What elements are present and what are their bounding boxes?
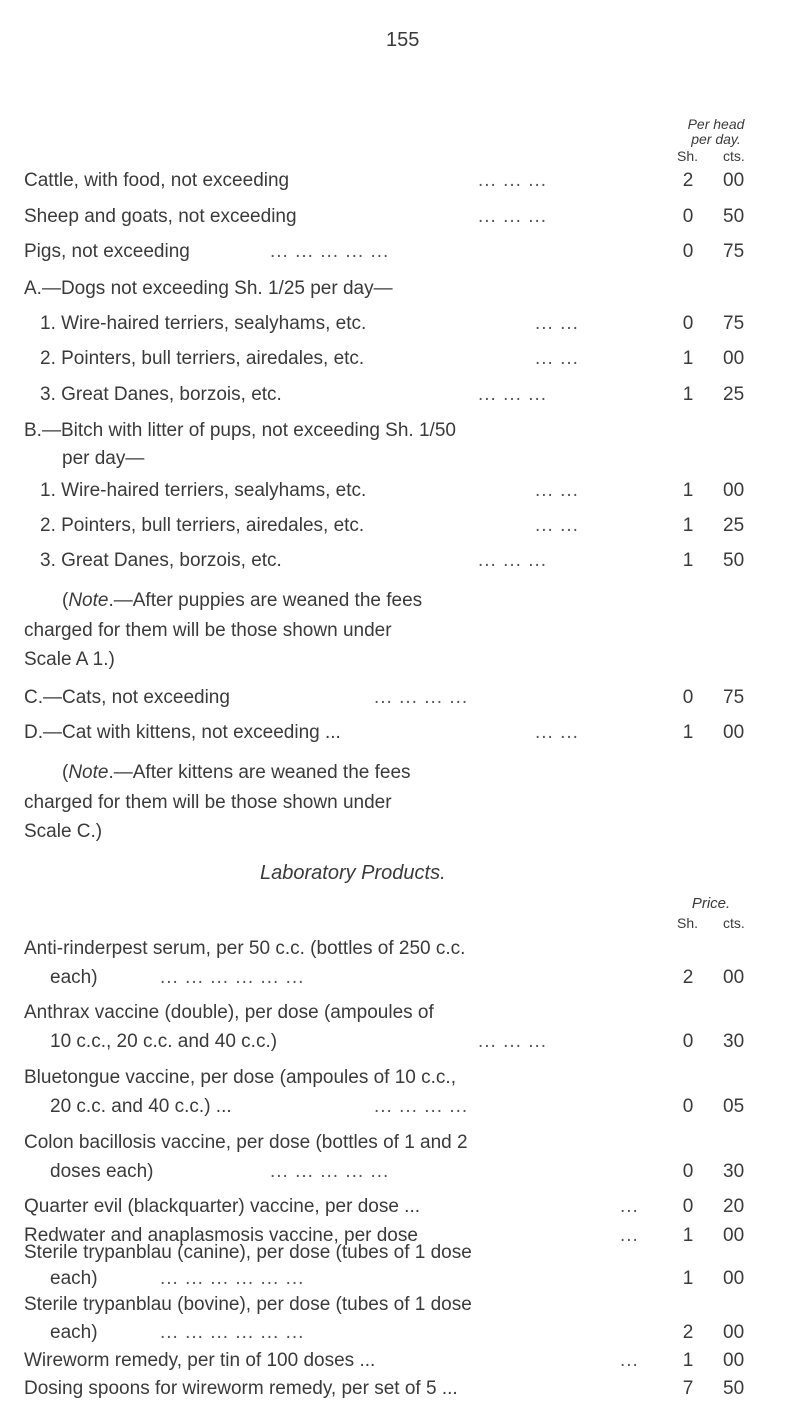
note-puppies-line1: (Note.—After puppies are weaned the fees — [62, 590, 423, 611]
product-name-cont: each) — [50, 1322, 98, 1343]
product-name: Wireworm remedy, per tin of 100 doses ... — [24, 1350, 376, 1371]
price-sh: 1 — [682, 1225, 694, 1246]
price-sh: 1 — [682, 1268, 694, 1289]
rate-sh: 1 — [682, 550, 694, 571]
product-name: Anti-rinderpest serum, per 50 c.c. (bottles of 250 c.c. — [24, 938, 466, 959]
leader-dots: ... ... ... — [478, 1031, 548, 1052]
price-sh: 0 — [682, 1096, 694, 1117]
leader-dots: ... ... ... — [478, 206, 548, 227]
price-sh: 0 — [682, 1031, 694, 1052]
rate-sh: 1 — [682, 348, 694, 369]
rate-cts: 00 — [723, 348, 745, 369]
leader-dots: ... ... — [535, 515, 579, 536]
leader-dots: ... — [620, 1196, 639, 1217]
price-sh: 0 — [682, 1196, 694, 1217]
note-kittens-line3: Scale C.) — [24, 821, 103, 842]
product-name: Colon bacillosis vaccine, per dose (bottles of 1 and 2 — [24, 1132, 468, 1153]
rate-cts: 25 — [723, 384, 745, 405]
rate-sh: 1 — [682, 384, 694, 405]
rate-cts: 50 — [723, 550, 745, 571]
rate-label: 2. Pointers, bull terriers, airedales, etc. — [40, 515, 365, 536]
leader-dots: ... ... ... — [478, 170, 548, 191]
rate-label: 3. Great Danes, borzois, etc. — [40, 550, 282, 571]
rates-header-sh: Sh. — [677, 148, 699, 164]
price-cts: 00 — [723, 1225, 745, 1246]
price-header-line1: Price. — [691, 895, 731, 912]
price-sh: 2 — [682, 1322, 694, 1343]
price-header-sh: Sh. — [677, 915, 699, 931]
note-puppies-line3: Scale A 1.) — [24, 649, 115, 670]
leader-dots: ... — [620, 1225, 639, 1246]
product-name: Sterile trypanblau (bovine), per dose (tubes of 1 dose — [24, 1294, 472, 1315]
leader-dots: ... ... — [535, 348, 579, 369]
product-name: Redwater and anaplasmosis vaccine, per dose — [24, 1225, 418, 1246]
price-sh: 2 — [682, 967, 694, 988]
page-number: 155 — [386, 29, 420, 51]
rate-cts: 00 — [723, 480, 745, 501]
price-cts: 00 — [723, 1350, 745, 1371]
product-name-cont: doses each) — [50, 1161, 154, 1182]
price-cts: 30 — [723, 1031, 745, 1052]
product-name: Dosing spoons for wireworm remedy, per set of 5 ... — [24, 1378, 458, 1399]
rate-sh: 1 — [682, 722, 694, 743]
rate-sh: 0 — [682, 241, 694, 262]
price-header-cts: cts. — [723, 915, 745, 931]
leader-dots: ... ... ... ... ... ... — [160, 1268, 305, 1289]
rate-label: 1. Wire-haired terriers, sealyhams, etc. — [40, 313, 367, 334]
product-name: Bluetongue vaccine, per dose (ampoules of 10 c.c., — [24, 1067, 456, 1088]
product-name-cont: each) — [50, 1268, 98, 1289]
price-cts: 00 — [723, 967, 745, 988]
rate-section-heading: A.—Dogs not exceeding Sh. 1/25 per day— — [24, 278, 393, 299]
rate-label: Pigs, not exceeding — [24, 241, 190, 262]
leader-dots: ... ... ... — [478, 550, 548, 571]
note-text: .—After puppies are weaned the fees — [108, 590, 423, 611]
rate-label: 2. Pointers, bull terriers, airedales, etc. — [40, 348, 365, 369]
rate-label: Cattle, with food, not exceeding — [24, 170, 290, 191]
rate-section-heading-cont: per day— — [62, 448, 145, 469]
product-name-cont: 20 c.c. and 40 c.c.) ... — [50, 1096, 232, 1117]
rate-sh: 1 — [682, 515, 694, 536]
product-name-cont: each) — [50, 967, 98, 988]
leader-dots: ... — [620, 1350, 639, 1371]
rate-sh: 1 — [682, 480, 694, 501]
price-cts: 00 — [723, 1268, 745, 1289]
rate-cts: 50 — [723, 206, 745, 227]
price-cts: 50 — [723, 1378, 745, 1399]
note-kittens-line2: charged for them will be those shown under — [24, 792, 392, 813]
leader-dots: ... ... ... ... ... — [270, 241, 390, 262]
leader-dots: ... ... ... — [478, 384, 548, 405]
rates-header-line1: Per head — [687, 116, 745, 132]
leader-dots: ... ... ... ... ... — [270, 1161, 390, 1182]
price-sh: 1 — [682, 1350, 694, 1371]
rate-label: 1. Wire-haired terriers, sealyhams, etc. — [40, 480, 367, 501]
note-label: Note — [68, 762, 109, 783]
leader-dots: ... ... ... ... — [374, 1096, 469, 1117]
note-label: Note — [68, 590, 109, 611]
price-sh: 7 — [682, 1378, 694, 1399]
section-title: Laboratory Products. — [260, 862, 446, 884]
rate-cts: 25 — [723, 515, 745, 536]
leader-dots: ... ... — [535, 313, 579, 334]
rate-cts: 00 — [723, 722, 745, 743]
rates-header-cts: cts. — [723, 148, 745, 164]
leader-dots: ... ... — [535, 722, 579, 743]
rate-cts: 75 — [723, 241, 745, 262]
price-sh: 0 — [682, 1161, 694, 1182]
rate-sh: 0 — [682, 687, 694, 708]
rates-header-line2: per day. — [691, 131, 741, 147]
cat-rate-label: C.—Cats, not exceeding — [24, 687, 230, 708]
rate-label: Sheep and goats, not exceeding — [24, 206, 297, 227]
rate-label: 3. Great Danes, borzois, etc. — [40, 384, 282, 405]
rate-cts: 00 — [723, 170, 745, 191]
product-name: Sterile trypanblau (canine), per dose (tubes of 1 dose — [24, 1242, 472, 1263]
cat-rate-label: D.—Cat with kittens, not exceeding ... — [24, 722, 341, 743]
rate-sh: 2 — [682, 170, 694, 191]
leader-dots: ... ... ... ... ... ... — [160, 967, 305, 988]
rate-cts: 75 — [723, 687, 745, 708]
leader-dots: ... ... ... ... — [374, 687, 469, 708]
product-name: Quarter evil (blackquarter) vaccine, per dose ... — [24, 1196, 421, 1217]
price-cts: 30 — [723, 1161, 745, 1182]
rate-sh: 0 — [682, 313, 694, 334]
price-cts: 00 — [723, 1322, 745, 1343]
note-puppies-line2: charged for them will be those shown under — [24, 620, 392, 641]
leader-dots: ... ... ... ... ... ... — [160, 1322, 305, 1343]
rate-cts: 75 — [723, 313, 745, 334]
rate-sh: 0 — [682, 206, 694, 227]
note-text: .—After kittens are weaned the fees — [108, 762, 411, 783]
product-name: Anthrax vaccine (double), per dose (ampoules of — [24, 1002, 434, 1023]
rate-section-heading: B.—Bitch with litter of pups, not exceeding Sh. 1/50 — [24, 420, 456, 441]
note-kittens-line1: (Note.—After kittens are weaned the fees — [62, 762, 411, 783]
price-cts: 05 — [723, 1096, 745, 1117]
product-name-cont: 10 c.c., 20 c.c. and 40 c.c.) — [50, 1031, 278, 1052]
price-cts: 20 — [723, 1196, 745, 1217]
leader-dots: ... ... — [535, 480, 579, 501]
